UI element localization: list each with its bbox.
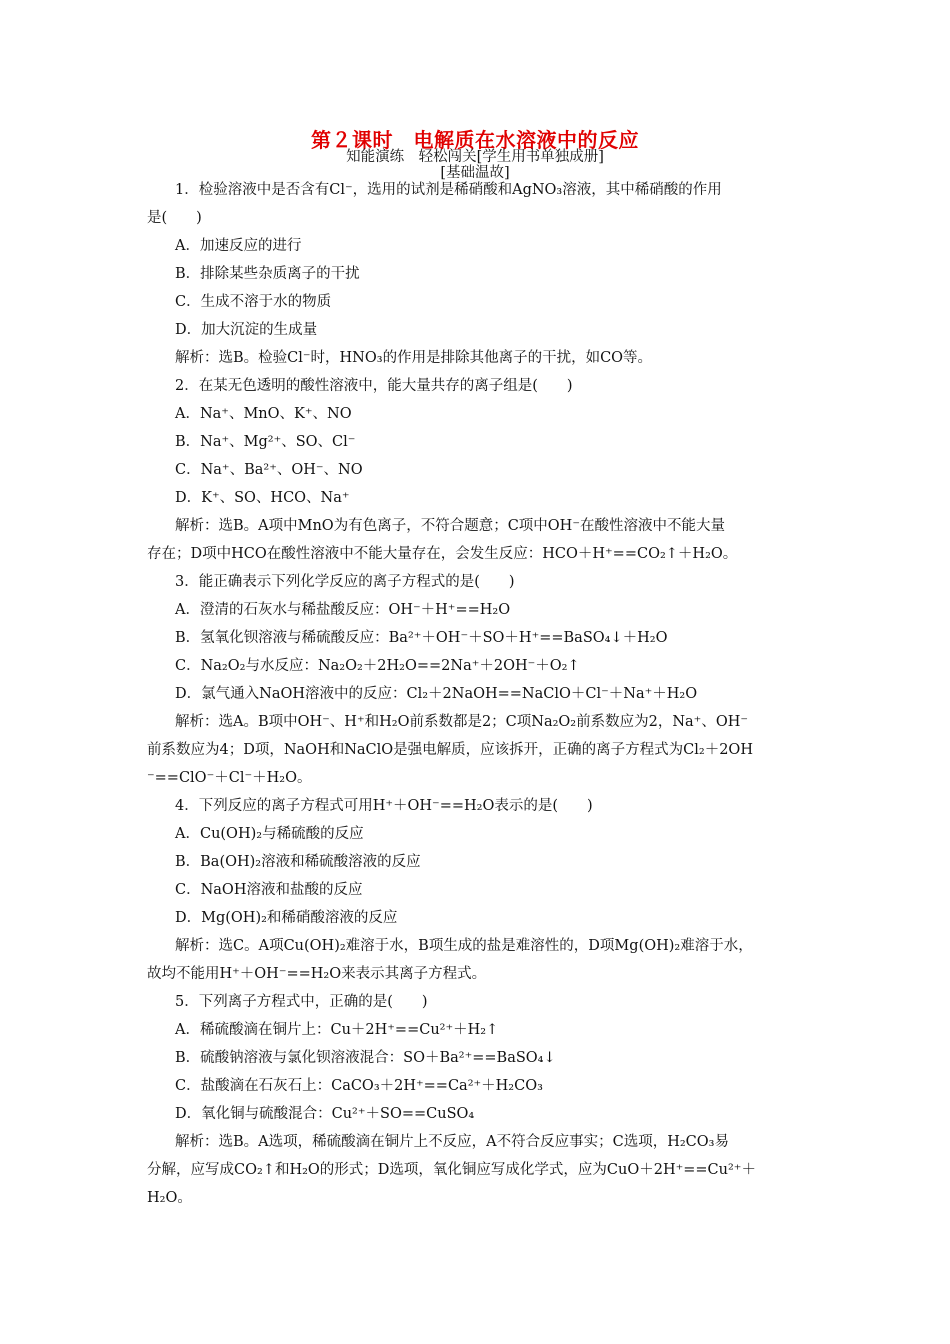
text-line: C．NaOH溶液和盐酸的反应 [175,882,363,898]
text-line: C．Na⁺、Ba²⁺、OH⁻、NO [175,462,363,478]
lesson-title: 第２课时 电解质在水溶液中的反应 [311,128,639,152]
text-line: B．排除某些杂质离子的干扰 [175,266,360,282]
text-line: D．K⁺、SO、HCO、Na⁺ [175,490,350,506]
exercise-body [147,176,807,1212]
text-line: A．澄清的石灰水与稀盐酸反应：OH⁻＋H⁺==H₂O [175,602,511,618]
text-line: 前系数应为4；D项，NaOH和NaClO是强电解质，应该拆开，正确的离子方程式为Cl₂＋2OH [147,742,753,758]
text-line: 5．下列离子方程式中，正确的是( ) [175,994,428,1010]
text-line: 1．检验溶液中是否含有Cl⁻，选用的试剂是稀硝酸和AgNO₃溶液，其中稀硝酸的作用 [175,182,722,198]
section-heading: [基础温故] [440,165,510,181]
text-line: B．Na⁺、Mg²⁺、SO、Cl⁻ [175,434,356,450]
text-line: A．Cu(OH)₂与稀硫酸的反应 [175,826,364,842]
text-line: 存在；D项中HCO在酸性溶液中不能大量存在，会发生反应：HCO＋H⁺==CO₂↑＋H₂O。 [147,546,738,562]
text-line: C．生成不溶于水的物质 [175,294,332,310]
text-line: D．氯气通入NaOH溶液中的反应：Cl₂＋2NaOH==NaClO＋Cl⁻＋Na⁺＋H₂O [175,686,698,702]
text-line: 2．在某无色透明的酸性溶液中，能大量共存的离子组是( ) [175,378,573,394]
text-line: D．加大沉淀的生成量 [175,322,318,338]
text-line: A．Na⁺、MnO、K⁺、NO [175,406,352,422]
text-line: D．Mg(OH)₂和稀硝酸溶液的反应 [175,910,398,926]
text-line: C．盐酸滴在石灰石上：CaCO₃＋2H⁺==Ca²⁺＋H₂CO₃ [175,1078,543,1094]
text-line: 3．能正确表示下列化学反应的离子方程式的是( ) [175,574,515,590]
text-line: 解析：选B。A选项，稀硫酸滴在铜片上不反应，A不符合反应事实；C选项，H₂CO₃易 [175,1134,729,1150]
text-line: H₂O。 [147,1190,192,1206]
text-line: 4．下列反应的离子方程式可用H⁺＋OH⁻==H₂O表示的是( ) [175,798,593,814]
text-line: 解析：选B。A项中MnO为有色离子，不符合题意；C项中OH⁻在酸性溶液中不能大量 [175,518,725,534]
text-line: B．硫酸钠溶液与氯化钡溶液混合：SO＋Ba²⁺==BaSO₄↓ [175,1050,556,1066]
text-line: 解析：选A。B项中OH⁻、H⁺和H₂O前系数都是2；C项Na₂O₂前系数应为2，Na⁺、OH⁻ [175,714,749,730]
text-line: 解析：选C。A项Cu(OH)₂难溶于水，B项生成的盐是难溶性的，D项Mg(OH)₂难溶于水， [175,938,753,954]
text-line: 故均不能用H⁺＋OH⁻==H₂O来表示其离子方程式。 [147,966,487,982]
text-line: 解析：选B。检验Cl⁻时，HNO₃的作用是排除其他离子的干扰，如CO等。 [175,350,653,366]
text-line: A．稀硫酸滴在铜片上：Cu＋2H⁺==Cu²⁺＋H₂↑ [175,1022,499,1038]
text-line: A．加速反应的进行 [175,238,302,254]
text-line: B．Ba(OH)₂溶液和稀硫酸溶液的反应 [175,854,421,870]
text-line: 是( ) [147,210,202,226]
text-line: D．氧化铜与硫酸混合：Cu²⁺＋SO==CuSO₄ [175,1106,475,1122]
text-line: B．氢氧化钡溶液与稀硫酸反应：Ba²⁺＋OH⁻＋SO＋H⁺==BaSO₄↓＋H₂O [175,630,668,646]
text-line: ⁻==ClO⁻＋Cl⁻＋H₂O。 [147,770,312,786]
text-line: C．Na₂O₂与水反应：Na₂O₂＋2H₂O==2Na⁺＋2OH⁻＋O₂↑ [175,658,580,674]
text-line: 分解，应写成CO₂↑和H₂O的形式；D选项，氧化铜应写成化学式，应为CuO＋2H⁺==Cu²⁺＋ [147,1162,756,1178]
lesson-subtitle: 知能演练 轻松闯关[学生用书单独成册] [346,149,604,165]
